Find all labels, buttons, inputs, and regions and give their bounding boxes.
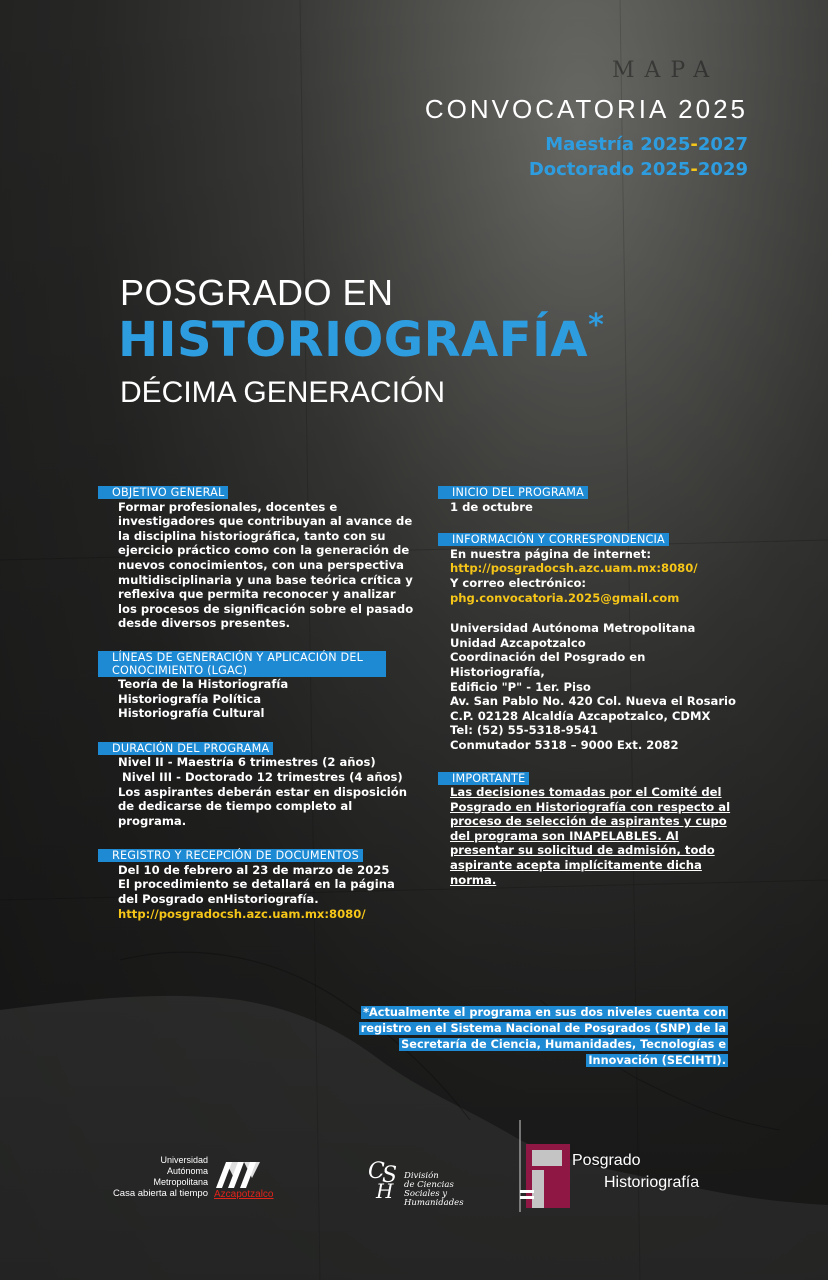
- address-block: [444, 621, 744, 752]
- doctorado-label: Doctorado 2025: [528, 159, 691, 180]
- email-label: Y correo electrónico:: [450, 575, 587, 590]
- section-duracion: [104, 741, 414, 829]
- uam-unit-label: Azcapotzalco: [214, 1189, 274, 1200]
- web-label: En nuestra página de internet:: [450, 546, 651, 561]
- posgrado-logo-title: Posgrado: [572, 1152, 641, 1169]
- section-objetivo: [104, 485, 414, 631]
- address-line: C.P. 02128 Alcaldía Azcapotzalco, CDMX: [450, 708, 711, 723]
- section-heading: LÍNEAS DE GENERACIÓN Y APLICACIÓN DEL CONOCIMIENTO (LGAC): [98, 651, 386, 677]
- footnote-line: *Actualmente el programa en sus dos niveles cuenta con: [363, 1006, 726, 1019]
- maestria-label: Maestría 2025: [545, 134, 691, 155]
- section-importante: [444, 771, 744, 888]
- duracion-item: Nivel III - Doctorado 12 trimestres (4 años): [118, 769, 403, 784]
- footnote-line: Innovación (SECIHTI).: [588, 1054, 726, 1067]
- svg-text:C: C: [368, 1159, 385, 1184]
- section-inicio: [444, 485, 744, 514]
- address-line: Unidad Azcapotzalco: [450, 635, 586, 650]
- svg-text:H: H: [376, 1179, 394, 1200]
- footnote-line: registro en el Sistema Nacional de Posgrados (SNP) de la: [360, 1022, 726, 1035]
- section-heading: INFORMACIÓN Y CORRESPONDENCIA: [438, 533, 669, 546]
- doctorado-dash: -: [690, 159, 698, 180]
- left-column: [104, 485, 414, 936]
- footnote-line: Secretaría de Ciencia, Humanidades, Tecnologías e: [401, 1038, 726, 1051]
- csh-line: Sociales y: [404, 1189, 448, 1199]
- svg-text:S: S: [382, 1163, 398, 1188]
- lineas-item: Historiografía Cultural: [118, 706, 265, 721]
- csh-logo-icon: [366, 1154, 406, 1200]
- importante-text: Las decisiones tomadas por el Comité del Posgrado en Historiografía con respecto al proceso de selección de aspirantes y cupo del programa son INAPELABLES. Al presentar su solicitud de admisión, todo aspirante acepta implícitamente dicha norma.: [450, 785, 731, 887]
- program-generation: DÉCIMA GENERACIÓN: [120, 376, 446, 409]
- address-line: Av. San Pablo No. 420 Col. Nueva el Rosario: [450, 694, 736, 709]
- uam-slogan: Casa abierta al tiempo: [112, 1188, 208, 1199]
- registro-dates: Del 10 de febrero al 23 de marzo de 2025: [118, 862, 390, 877]
- uam-name-line: Metropolitana: [153, 1177, 208, 1187]
- objetivo-text: Formar profesionales, docentes e investigadores que contribuyan al avance de la disciplina historiográfica, tanto con su ejercicio práctico como con la generación de nuevos conocimientos, con una perspectiva multidisciplinaria y una base teórica crítica y reflexiva que permita reconocer y analizar los procesos de significación sobre el pasado desde diversos presentes.: [118, 499, 414, 631]
- csh-line: Humanidades: [404, 1198, 464, 1208]
- program-title-main: [118, 308, 605, 368]
- address-line: Universidad Autónoma Metropolitana: [450, 621, 696, 636]
- section-heading: INICIO DEL PROGRAMA: [438, 486, 588, 499]
- maestria-dash: -: [690, 134, 698, 155]
- phone-line: Conmutador 5318 – 9000 Ext. 2082: [450, 737, 679, 752]
- snp-footnote: [359, 1005, 728, 1069]
- duracion-text: Los aspirantes deberán estar en disposición de dedicarse de tiempo completo al programa.: [118, 784, 407, 828]
- csh-logo-text: [404, 1172, 464, 1208]
- address-line: Coordinación del Posgrado en Historiografía,: [450, 650, 646, 679]
- uam-name-line: Universidad: [160, 1155, 208, 1165]
- section-registro: [104, 848, 414, 921]
- web-link[interactable]: http://posgradocsh.azc.uam.mx:8080/: [450, 561, 698, 576]
- email-link[interactable]: phg.convocatoria.2025@gmail.com: [450, 590, 680, 605]
- registro-link[interactable]: http://posgradocsh.azc.uam.mx:8080/: [118, 906, 366, 921]
- section-info: [444, 532, 744, 605]
- csh-line: de Ciencias: [404, 1180, 454, 1190]
- doctorado-period: [529, 159, 748, 180]
- doctorado-end: 2029: [697, 159, 748, 180]
- section-heading: REGISTRO Y RECEPCIÓN DE DOCUMENTOS: [98, 849, 363, 862]
- posgrado-logo-icon: [518, 1120, 578, 1212]
- csh-line: División: [404, 1171, 439, 1181]
- program-title-line1: POSGRADO EN: [120, 272, 394, 313]
- map-title: MAPA: [612, 58, 720, 83]
- maestria-period: [545, 134, 748, 155]
- registro-text: El procedimiento se detallará en la página del Posgrado enHistoriografía.: [118, 877, 395, 907]
- lineas-item: Historiografía Política: [118, 691, 262, 706]
- uam-logo-text: [108, 1155, 208, 1199]
- address-line: Edificio "P" - 1er. Piso: [450, 679, 591, 694]
- inicio-text: 1 de octubre: [450, 499, 533, 514]
- section-heading: IMPORTANTE: [438, 772, 529, 785]
- maestria-end: 2027: [697, 134, 748, 155]
- right-column: [444, 485, 744, 902]
- section-lineas: [104, 651, 414, 721]
- footnote-star: *: [588, 308, 605, 343]
- posgrado-logo-subtitle: Historiografía: [604, 1174, 700, 1191]
- convocatoria-title: CONVOCATORIA 2025: [424, 94, 748, 124]
- phone-line: Tel: (52) 55-5318-9541: [450, 723, 598, 738]
- section-heading: OBJETIVO GENERAL: [98, 486, 228, 499]
- lineas-item: Teoría de la Historiografía: [118, 676, 289, 691]
- program-name: HISTORIOGRAFÍA: [118, 312, 589, 368]
- duracion-item: Nivel II - Maestría 6 trimestres (2 años): [118, 755, 376, 770]
- uam-name-line: Autónoma: [166, 1166, 208, 1176]
- section-heading: DURACIÓN DEL PROGRAMA: [98, 742, 273, 755]
